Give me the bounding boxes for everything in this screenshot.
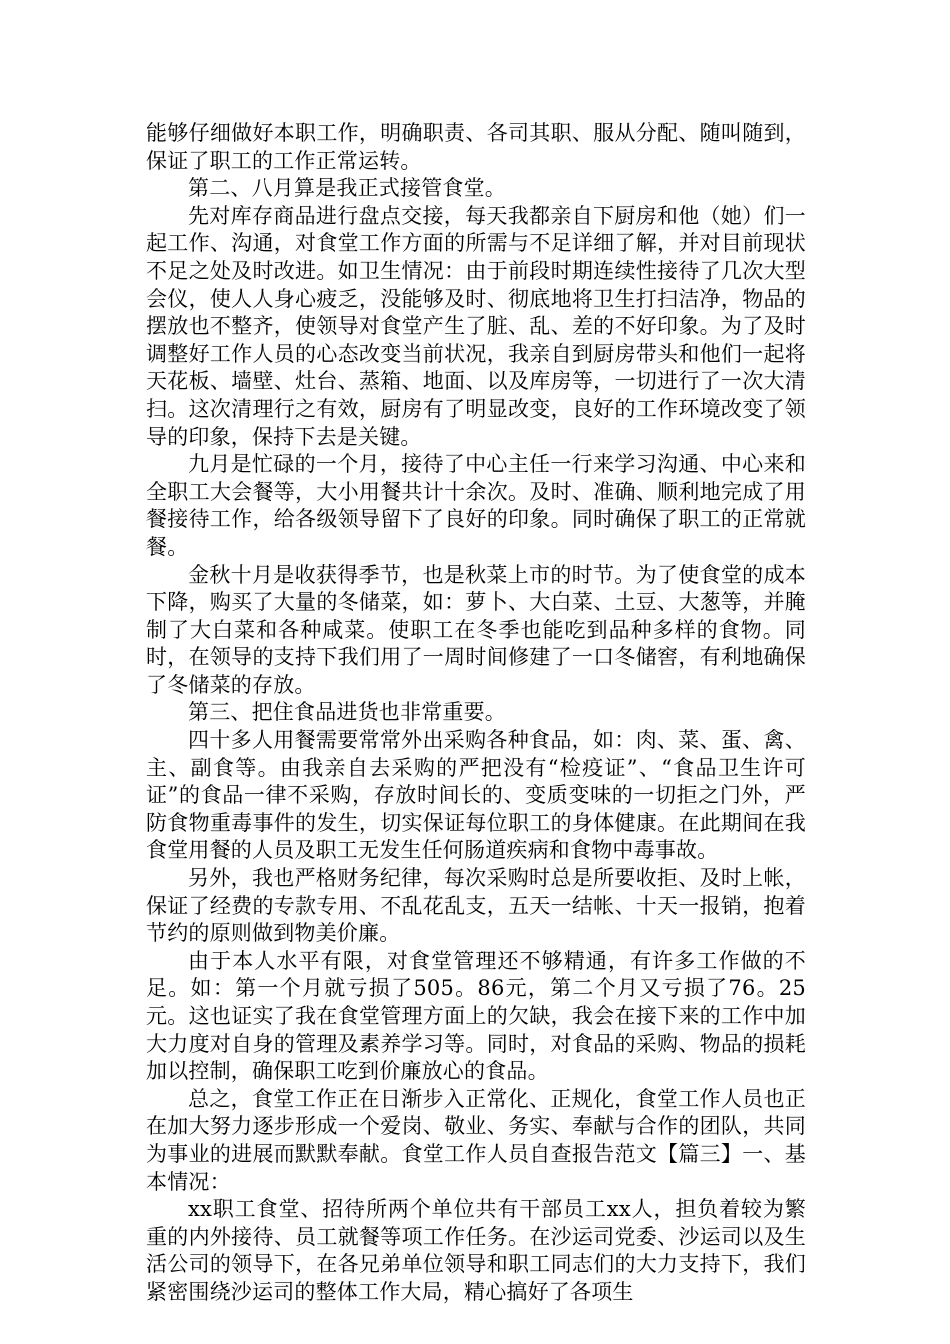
paragraph-10: 总之，食堂工作正在日渐步入正常化、正规化，食堂工作人员也正在加大努力逐步形成一个爱岗、敬业、务实、奉献与合作的团队，共同为事业的进展而默默奉献。食堂工作人员自查报告范文【篇三】一、基本情况： — [146, 1086, 806, 1194]
paragraph-9: 由于本人水平有限，对食堂管理还不够精通，有许多工作做的不足。如：第一个月就亏损了505。86元，第二个月又亏损了76。25元。这也证实了我在食堂管理方面上的欠缺，我会在接下来的工作中加大力度对自身的管理及素养学习等。同时，对食品的采购、物品的损耗加以控制，确保职工吃到价廉放心的食品。 — [146, 948, 806, 1084]
paragraph-5: 金秋十月是收获得季节，也是秋菜上市的时节。为了使食堂的成本下降，购买了大量的冬储菜，如：萝卜、大白菜、土豆、大葱等，并腌制了大白菜和各种咸菜。使职工在冬季也能吃到品种多样的食物。同时，在领导的支持下我们用了一周时间修建了一口冬储窖，有利地确保了冬储菜的存放。 — [146, 562, 806, 697]
paragraph-3: 先对库存商品进行盘点交接，每天我都亲自下厨房和他（她）们一起工作、沟通，对食堂工作方面的所需与不足详细了解，并对目前现状不足之处及时改进。如卫生情况：由于前段时期连续性接待了几次大型会仪，使人人身心疲乏，没能够及时、彻底地将卫生打扫洁净，物品的摆放也不整齐，使领导对食堂产生了脏、乱、差的不好印象。为了及时调整好工作人员的心态改变当前状况，我亲自到厨房带头和他们一起将天花板、墙壁、灶台、蒸箱、地面、以及库房等，一切进行了一次大清扫。这次清理行之有效，厨房有了明显改变，良好的工作环境改变了领导的印象，保持下去是关键。 — [146, 203, 806, 449]
paragraph-7: 四十多人用餐需要常常外出采购各种食品，如：肉、菜、蛋、禽、主、副食等。由我亲自去采购的严把没有“检疫证”、“食品卫生许可证”的食品一律不采购，存放时间长的、变质变味的一切拒之门外，严防食物重毒事件的发生，切实保证每位职工的身体健康。在此期间在我食堂用餐的人员及职工无发生任何肠道疾病和食物中毒事故。 — [146, 728, 806, 863]
paragraph-2: 第二、八月算是我正式接管食堂。 — [188, 176, 506, 201]
paragraph-4: 九月是忙碌的一个月，接待了中心主任一行来学习沟通、中心来和全职工大会餐等，大小用餐共计十余次。及时、准确、顺利地完成了用餐接待工作，给各级领导留下了良好的印象。同时确保了职工的正常就餐。 — [146, 452, 806, 559]
document-body — [146, 120, 806, 1307]
paragraph-8: 另外，我也严格财务纪律，每次采购时总是所要收拒、及时上帐，保证了经费的专款专用、不乱花乱支，五天一结帐、十天一报销，抱着节约的原则做到物美价廉。 — [146, 866, 806, 946]
paragraph-11: xx职工食堂、招待所两个单位共有干部员工xx人，担负着较为繁重的内外接待、员工就餐等项工作任务。在沙运司党委、沙运司以及生活公司的领导下，在各兄弟单位领导和职工同志们的大力支持下，我们紧密围绕沙运司的整体工作大局，精心搞好了各项生 — [146, 1197, 806, 1304]
paragraph-6: 第三、把住食品进货也非常重要。 — [188, 700, 506, 725]
paragraph-1: 能够仔细做好本职工作，明确职责、各司其职、服从分配、随叫随到，保证了职工的工作正常运转。 — [146, 121, 806, 173]
